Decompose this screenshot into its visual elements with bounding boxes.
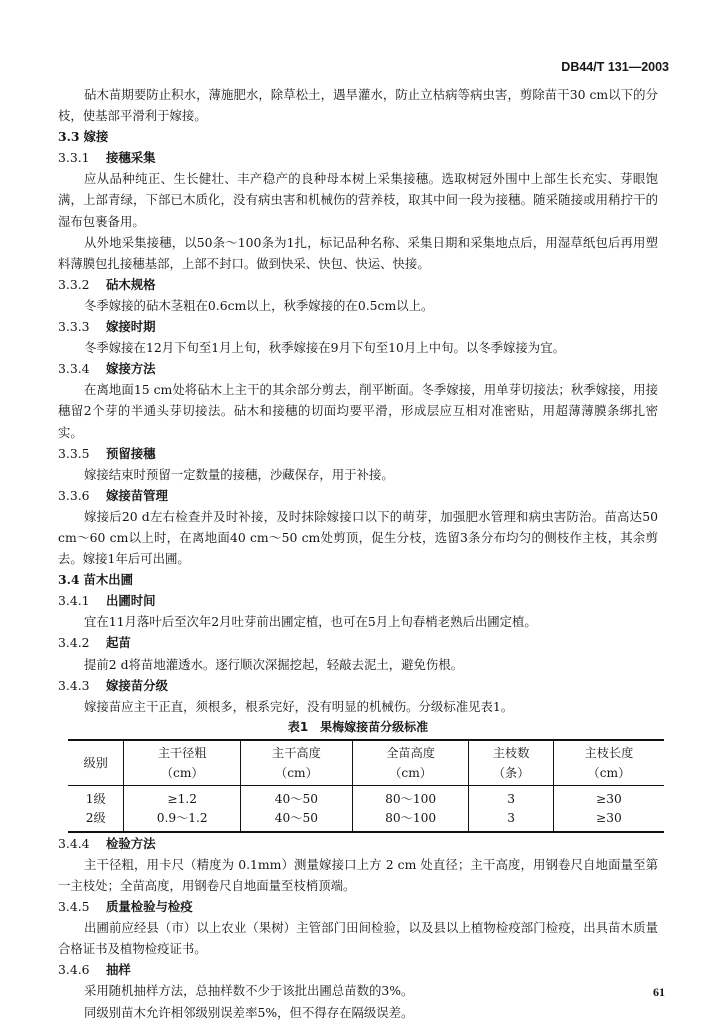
column-unit: （cm） [275,765,318,780]
section-3-3-1-heading [58,147,658,168]
paragraph-3-4-6-b: 同级别苗木允许相邻级别误差率5%，但不得存在隔级误差。 [84,1004,414,1020]
column-unit: （条） [492,765,530,780]
table-cell: 40～50 [241,809,353,832]
column-name: 全苗高度 [386,745,435,760]
table-cell: 0.9～1.2 [124,809,241,832]
column-name: 主干径粗 [157,745,207,760]
paragraph-3-3-1-b: 从外地采集接穗，以50条～100条为1扎，标记品种名称、采集日期和采集地点后，用湿草纸包后再用塑料薄膜包扎接穗基部，上部不封口。做到快采、快包、快运、快接。 [58,234,658,271]
section-number: 3.3.5 [58,445,90,461]
page-number: 61 [653,985,665,999]
section-3-3-6-heading [58,485,658,506]
table-cell: ≥30 [553,809,664,832]
section-number: 3.3.6 [58,487,90,503]
column-unit: （cm） [389,765,432,780]
table-header-cell [553,740,664,786]
table-cell: 1级 [85,791,106,806]
section-3-3-2-heading [58,274,658,295]
table-header-cell [469,740,553,786]
section-3-4-heading [58,569,658,590]
table-cell: 80～100 [352,809,469,832]
section-title: 预留接穗 [105,445,156,461]
table-row [68,809,664,832]
table-cell: 40～50 [241,785,353,809]
section-number: 3.3.3 [58,319,90,335]
section-title: 抽样 [105,962,131,978]
table-caption: 表1 果梅嫁接苗分级标准 [287,719,429,734]
section-number: 3.4 [58,572,80,588]
section-3-4-1-heading [58,590,658,611]
paragraph-3-4-2: 提前2 d将苗地灌透水。逐行顺次深掘挖起，轻敲去泥土，避免伤根。 [84,656,464,672]
grading-table [68,739,664,833]
section-number: 3.4.2 [58,635,90,651]
paragraph-3-3-3: 冬季嫁接在12月下旬至1月上旬，秋季嫁接在9月下旬至10月上中旬。以冬季嫁接为宜。 [84,340,565,356]
paragraph-intro: 砧木苗期要防止积水，薄施肥水，除草松土，遇旱灌水，防止立枯病等病虫害，剪除苗干30 cm以下的分枝，使基部平滑利于嫁接。 [58,87,658,124]
table-cell: 3 [469,809,553,832]
section-title: 嫁接 [83,129,109,145]
paragraph-3-4-5: 出圃前应经县（市）以上农业（果树）主管部门田间检验，以及县以上植物检疫部门检疫，出具苗木质量合格证书及植物检疫证书。 [58,920,658,957]
section-title: 嫁接方法 [105,361,156,377]
section-3-3-5-heading [58,443,658,464]
section-3-4-3-heading [58,675,658,696]
table-row [68,785,664,809]
section-number: 3.4.1 [58,593,90,609]
section-title: 嫁接苗分级 [105,677,168,693]
table-cell: ≥30 [553,785,664,809]
column-unit: （cm） [587,765,631,780]
table-cell: ≥1.2 [124,785,241,809]
section-3-4-6-heading [58,959,658,980]
paragraph-3-4-1: 宜在11月落叶后至次年2月吐芽前出圃定植，也可在5月上旬春梢老熟后出圃定植。 [84,614,537,630]
paragraph-3-4-6-a: 采用随机抽样方法，总抽样数不少于该批出圃总苗数的3%。 [84,983,414,999]
section-title: 起苗 [105,635,131,651]
section-3-4-2-heading [58,632,658,653]
column-name: 主干高度 [272,745,321,760]
table-cell: 3 [469,785,553,809]
paragraph-3-3-4: 在离地面15 cm处将砧木上主干的其余部分剪去，削平断面。冬季嫁接，用单芽切接法；秋季嫁接，用接穗留2个芽的半通头芽切接法。砧木和接穗的切面均要平滑，形成层应互相对准密贴，用超薄薄膜条绑扎密实。 [58,382,658,440]
section-3-3-3-heading [58,316,658,337]
section-title: 出圃时间 [105,593,156,609]
paragraph-3-4-3: 嫁接苗应主干正直，须根多，根系完好，没有明显的机械伤。分级标准见表1。 [84,698,514,714]
section-title: 质量检验与检疫 [105,899,193,915]
section-number: 3.3.2 [58,276,90,292]
table-header-cell [241,740,353,786]
table-cell: 2级 [85,810,106,825]
document-body [58,84,658,1023]
section-number: 3.3.1 [58,150,90,166]
table-header-cell [68,740,124,786]
section-number: 3.3 [58,129,80,145]
section-title: 嫁接苗管理 [105,487,168,503]
table-cell: 80～100 [352,785,469,809]
paragraph-3-3-2: 冬季嫁接的砧木茎粗在0.6cm以上，秋季嫁接的在0.5cm以上。 [84,297,434,313]
paragraph-3-3-6: 嫁接后20 d左右检查并及时补接，及时抹除嫁接口以下的萌芽，加强肥水管理和病虫害防治。苗高达50 cm～60 cm以上时，在离地面40 cm～50 cm处剪顶，促生分枝，选留3条分布均匀的侧枝作主枝，其余剪去。嫁接1年后可出圃。 [58,508,658,567]
column-name: 主枝数 [492,745,530,760]
section-number: 3.4.5 [58,899,90,915]
section-3-4-4-heading [58,833,658,854]
section-number: 3.3.4 [58,361,90,377]
section-title: 接穗采集 [105,150,156,166]
column-unit: （cm） [160,765,204,780]
paragraph-3-4-4: 主干径粗，用卡尺（精度为 0.1mm）测量嫁接口上方 2 cm 处直径；主干高度，用钢卷尺自地面量至第一主枝处；全苗高度，用钢卷尺自地面量至枝梢顶端。 [58,856,658,893]
paragraph-3-3-5: 嫁接结束时预留一定数量的接穗，沙藏保存，用于补接。 [84,466,394,482]
section-title: 苗木出圃 [83,572,134,588]
section-title: 砧木规格 [105,276,156,292]
section-title: 检验方法 [105,835,156,851]
section-number: 3.4.4 [58,835,90,851]
paragraph-3-3-1-a: 应从品种纯正、生长健壮、丰产稳产的良种母本树上采集接穗。选取树冠外围中上部生长充实、芽眼饱满，上部青绿，下部已木质化，没有病虫害和机械伤的营养枝，取其中间一段为接穗。随采随接或用稍拧干的湿布包裹备用。 [58,171,658,229]
table-header-cell [352,740,469,786]
standard-code: DB44/T 131—2003 [561,60,669,74]
section-number: 3.4.6 [58,962,90,978]
table-header-cell [124,740,241,786]
section-3-3-heading [58,126,658,147]
section-number: 3.4.3 [58,677,90,693]
section-3-4-5-heading [58,896,658,917]
section-3-3-4-heading [58,358,658,379]
column-name: 级别 [83,755,108,770]
table-header-row [68,740,664,786]
section-title: 嫁接时期 [105,319,156,335]
column-name: 主枝长度 [584,745,634,760]
